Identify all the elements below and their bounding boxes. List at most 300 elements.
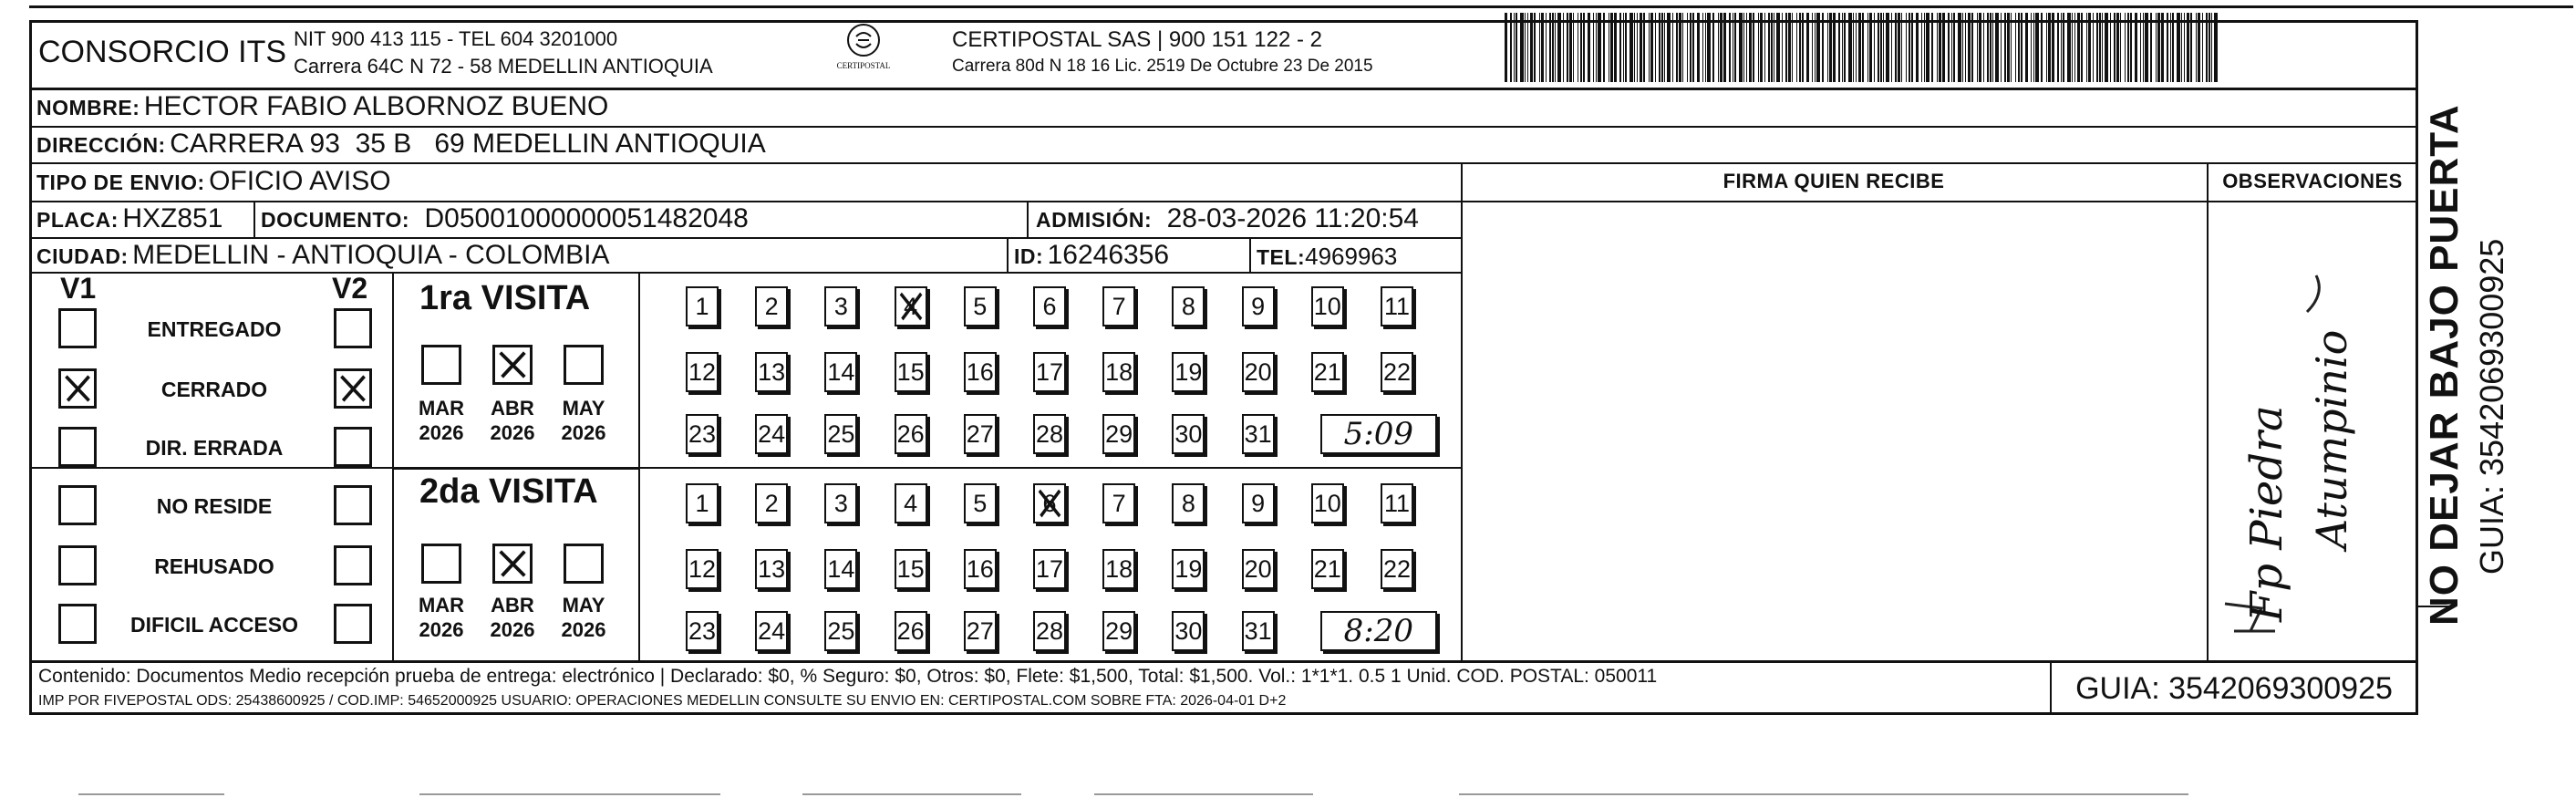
- day-box[interactable]: [1242, 549, 1275, 589]
- day-number: 2: [764, 490, 779, 517]
- day-box[interactable]: [824, 483, 857, 523]
- barcode-bar: [1916, 13, 1919, 82]
- barcode-bar: [2170, 13, 2171, 82]
- month-year: 2026: [490, 421, 535, 444]
- direccion-value: CARRERA 93 35 B 69 MEDELLIN ANTIOQUIA: [170, 129, 766, 159]
- month-checkbox[interactable]: [421, 544, 461, 584]
- barcode-bar: [1541, 13, 1544, 82]
- day-number: 27: [966, 420, 994, 448]
- day-number: 13: [758, 555, 786, 583]
- day-box[interactable]: [964, 611, 997, 651]
- barcode-bar: [1886, 13, 1889, 82]
- v1-checkbox[interactable]: [58, 427, 97, 467]
- barcode-bar: [1792, 13, 1793, 82]
- day-box[interactable]: [964, 286, 997, 326]
- barcode-bar: [1983, 13, 1984, 82]
- barcode-bar: [1853, 13, 1854, 82]
- barcode-bar: [1901, 13, 1902, 82]
- observaciones-area: [2207, 202, 2416, 658]
- day-box[interactable]: [895, 483, 927, 523]
- barcode-bar: [2206, 13, 2208, 82]
- barcode-bar: [2004, 13, 2006, 82]
- day-number: 18: [1105, 555, 1133, 583]
- day-box[interactable]: [964, 483, 997, 523]
- barcode-bar: [1650, 13, 1653, 82]
- day-box[interactable]: [1102, 414, 1135, 454]
- status-label: DIR. ERRADA: [145, 436, 284, 460]
- day-number: 17: [1035, 555, 1064, 583]
- barcode-bar: [1948, 13, 1950, 82]
- barcode-bar: [1942, 13, 1945, 82]
- barcode-bar: [2063, 13, 2064, 82]
- day-number: 23: [688, 420, 717, 448]
- barcode-bar: [1539, 13, 1540, 82]
- day-box[interactable]: [1102, 483, 1135, 523]
- barcode-bar: [2209, 13, 2210, 82]
- day-box[interactable]: [964, 352, 997, 392]
- month-checkbox[interactable]: [492, 544, 533, 584]
- documento-label: DOCUMENTO:: [261, 208, 410, 232]
- no-dejar-text: NO DEJAR BAJO PUERTA: [2422, 104, 2467, 626]
- day-box[interactable]: [755, 352, 788, 392]
- barcode-bar: [1771, 13, 1773, 82]
- day-box[interactable]: [1033, 549, 1066, 589]
- certi-line-2: Carrera 80d N 18 16 Lic. 2519 De Octubre 23 De 2015: [952, 57, 1373, 76]
- barcode-bar: [1723, 13, 1726, 82]
- day-box[interactable]: [1102, 286, 1135, 326]
- barcode-bar: [2116, 13, 2119, 82]
- barcode-bar: [1743, 13, 1744, 82]
- barcode-bar: [2007, 13, 2010, 82]
- barcode-bar: [2114, 13, 2116, 82]
- day-number: 10: [1313, 490, 1341, 517]
- barcode-bar: [1816, 13, 1820, 82]
- tipo-value: OFICIO AVISO: [209, 166, 391, 196]
- v2-checkbox[interactable]: [334, 604, 372, 644]
- day-number: 5: [973, 293, 988, 320]
- barcode-bar: [1924, 13, 1925, 82]
- month-label: [481, 593, 544, 642]
- day-number: 15: [896, 555, 925, 583]
- barcode-bar: [1939, 13, 1941, 82]
- v1-checkbox[interactable]: [58, 485, 97, 525]
- barcode-bar: [1799, 13, 1801, 82]
- bottom-rule-3: [802, 793, 1021, 795]
- day-number: 29: [1105, 420, 1133, 448]
- barcode-bar: [1676, 13, 1678, 82]
- barcode-bar: [1655, 13, 1656, 82]
- barcode-bar: [2018, 13, 2020, 82]
- barcode-bar: [1555, 13, 1556, 82]
- barcode-bar: [1827, 13, 1828, 82]
- day-box[interactable]: [755, 549, 788, 589]
- barcode-bar: [1629, 13, 1633, 82]
- direccion-row: [36, 129, 766, 160]
- day-number: 21: [1313, 358, 1341, 386]
- barcode-bar: [1640, 13, 1642, 82]
- day-number: 10: [1313, 293, 1341, 320]
- day-box[interactable]: [1102, 549, 1135, 589]
- month-name: MAR: [418, 594, 465, 616]
- side-guia-text: GUIA: 3542069300925: [2473, 238, 2510, 575]
- tipo-row: [36, 166, 391, 197]
- check-x-icon: [61, 371, 94, 406]
- day-number: 12: [688, 358, 717, 386]
- day-box[interactable]: [1311, 286, 1344, 326]
- day-number: 27: [966, 617, 994, 645]
- barcode-bar: [1567, 13, 1568, 82]
- barcode-bar: [2011, 13, 2012, 82]
- day-box[interactable]: [1242, 352, 1275, 392]
- day-box[interactable]: [686, 352, 719, 392]
- barcode-bar: [1573, 13, 1574, 82]
- day-number: 6: [1042, 490, 1057, 517]
- v2-checkbox[interactable]: [334, 545, 372, 585]
- barcode-bar: [1546, 13, 1547, 82]
- day-number: 22: [1382, 358, 1412, 386]
- barcode-bar: [1505, 13, 1507, 82]
- col-divider-months: [638, 272, 640, 660]
- col-divider-tel: [1249, 237, 1251, 272]
- day-box[interactable]: [1311, 352, 1344, 392]
- id-value: 16246356: [1047, 240, 1170, 270]
- day-box[interactable]: [964, 414, 997, 454]
- col-divider-placa: [253, 201, 255, 237]
- barcode-bar: [1802, 13, 1804, 82]
- barcode-bar: [1603, 13, 1605, 82]
- barcode-bar: [1992, 13, 1993, 82]
- barcode-bar: [1753, 13, 1754, 82]
- day-number: 4: [904, 293, 918, 320]
- barcode-bar: [1552, 13, 1554, 82]
- barcode-bar: [1962, 13, 1963, 82]
- day-box[interactable]: [1311, 549, 1344, 589]
- barcode-bar: [1557, 13, 1561, 82]
- barcode-bar: [1883, 13, 1884, 82]
- day-number: 11: [1383, 293, 1411, 320]
- day-box[interactable]: [895, 414, 927, 454]
- v2-label: V2: [332, 272, 368, 305]
- month-name: ABR: [491, 397, 534, 420]
- month-checkbox[interactable]: [492, 345, 533, 385]
- barcode-bar: [1785, 13, 1787, 82]
- day-box[interactable]: [1172, 286, 1205, 326]
- row-divider-visits: [29, 467, 1461, 469]
- barcode-bar: [2110, 13, 2111, 82]
- barcode-bar: [1712, 13, 1714, 82]
- day-box[interactable]: [895, 611, 927, 651]
- barcode-bar: [1739, 13, 1743, 82]
- day-number: 9: [1251, 293, 1266, 320]
- day-number: 20: [1244, 358, 1272, 386]
- month-checkbox[interactable]: [421, 345, 461, 385]
- v2-checkbox[interactable]: [334, 485, 372, 525]
- v2-checkbox[interactable]: [334, 427, 372, 467]
- day-box[interactable]: [1381, 483, 1413, 523]
- month-year: 2026: [561, 421, 606, 444]
- footer-imp: IMP POR FIVEPOSTAL ODS: 25438600925 / COD.IMP: 54652000925 USUARIO: OPERACIONES MEDELLIN CONSULTE SU ENVIO EN: CERTIPOSTAL.COM SOBRE FTA: 2026-04-01 D+2: [38, 693, 1287, 709]
- barcode-bar: [1598, 13, 1601, 82]
- barcode-bar: [1672, 13, 1673, 82]
- barcode-bar: [1990, 13, 1991, 82]
- day-number: 29: [1105, 617, 1133, 645]
- day-number: 5: [973, 490, 988, 517]
- barcode-bar: [2143, 13, 2144, 82]
- barcode-bar: [1891, 13, 1892, 82]
- barcode-bar: [1862, 13, 1864, 82]
- day-box[interactable]: [686, 286, 719, 326]
- barcode-bar: [2099, 13, 2101, 82]
- barcode-bar: [1661, 13, 1663, 82]
- barcode-bar: [1906, 13, 1907, 82]
- day-box[interactable]: [895, 352, 927, 392]
- barcode-bar: [1869, 13, 1872, 82]
- barcode-bar: [1610, 13, 1613, 82]
- day-box[interactable]: [755, 483, 788, 523]
- barcode-bar: [2072, 13, 2073, 82]
- barcode-bar: [2001, 13, 2002, 82]
- day-box[interactable]: [1242, 483, 1275, 523]
- barcode-bar: [2025, 13, 2028, 82]
- barcode-bar: [2125, 13, 2126, 82]
- barcode-bar: [2145, 13, 2148, 82]
- day-box[interactable]: [1033, 414, 1066, 454]
- check-x-icon: [495, 347, 530, 382]
- day-box[interactable]: [895, 549, 927, 589]
- barcode-bar: [1679, 13, 1681, 82]
- month-label: [409, 396, 473, 445]
- barcode-bar: [2202, 13, 2203, 82]
- barcode-bar: [1516, 13, 1517, 82]
- barcode-bar: [1926, 13, 1929, 82]
- day-box[interactable]: [1033, 611, 1066, 651]
- barcode-bar: [2031, 13, 2032, 82]
- barcode-bar: [2135, 13, 2137, 82]
- day-box[interactable]: [1242, 286, 1275, 326]
- barcode-bar: [1909, 13, 1910, 82]
- day-box[interactable]: [1381, 549, 1413, 589]
- day-box[interactable]: [1381, 352, 1413, 392]
- barcode-bar: [2048, 13, 2051, 82]
- month-checkbox[interactable]: [564, 544, 604, 584]
- day-box[interactable]: [686, 483, 719, 523]
- day-number: 23: [688, 617, 717, 645]
- day-box[interactable]: [1172, 611, 1205, 651]
- barcode-bar: [1563, 13, 1564, 82]
- obs-label: OBSERVACIONES: [2222, 170, 2403, 192]
- barcode-bar: [1707, 13, 1711, 82]
- day-box[interactable]: [755, 611, 788, 651]
- day-box[interactable]: [895, 286, 927, 326]
- status-label: CERRADO: [160, 378, 268, 401]
- bottom-rule-1: [78, 793, 224, 795]
- day-box[interactable]: [686, 611, 719, 651]
- barcode-bar: [1878, 13, 1879, 82]
- barcode-bar: [1931, 13, 1933, 82]
- barcode-bar: [2198, 13, 2200, 82]
- barcode-bar: [1764, 13, 1765, 82]
- col-divider-admision: [1027, 201, 1029, 237]
- direccion-label: DIRECCIÓN:: [36, 133, 166, 157]
- firma-label: FIRMA QUIEN RECIBE: [1723, 170, 1945, 192]
- day-box[interactable]: [964, 549, 997, 589]
- barcode-bar: [2172, 13, 2174, 82]
- barcode-bar: [1979, 13, 1981, 82]
- header-divider: [29, 88, 2418, 90]
- logo-text: CERTIPOSTAL: [836, 61, 891, 70]
- month-name: MAR: [418, 397, 465, 420]
- barcode-bar: [1788, 13, 1791, 82]
- certi-line-1: CERTIPOSTAL SAS | 900 151 122 - 2: [952, 27, 1322, 52]
- day-box[interactable]: [686, 414, 719, 454]
- first-visit-title: 1ra VISITA: [419, 279, 591, 317]
- top-rule: [29, 5, 2573, 8]
- barcode-bar: [2088, 13, 2091, 82]
- placa-label: PLACA:: [36, 208, 119, 232]
- day-box[interactable]: [755, 414, 788, 454]
- nit-line: NIT 900 413 115 - TEL 604 3201000: [294, 27, 618, 50]
- bottom-rule-4: [1094, 793, 1313, 795]
- barcode-bar: [1588, 13, 1590, 82]
- day-number: 16: [966, 555, 994, 583]
- day-box[interactable]: [1172, 352, 1205, 392]
- ciudad-value: MEDELLIN - ANTIOQUIA - COLOMBIA: [132, 240, 610, 270]
- barcode-bar: [2150, 13, 2152, 82]
- barcode-bar: [1525, 13, 1526, 82]
- barcode-bar: [1634, 13, 1635, 82]
- barcode-bar: [2074, 13, 2075, 82]
- v1-checkbox[interactable]: [58, 545, 97, 585]
- barcode-bar: [2187, 13, 2189, 82]
- day-box[interactable]: [824, 414, 857, 454]
- barcode-bar: [2196, 13, 2197, 82]
- month-checkbox[interactable]: [564, 345, 604, 385]
- barcode-bar: [1718, 13, 1719, 82]
- day-box[interactable]: [824, 611, 857, 651]
- barcode-bar: [2161, 13, 2164, 82]
- month-year: 2026: [490, 618, 535, 641]
- row-divider-5: [29, 272, 1461, 274]
- day-box[interactable]: [755, 286, 788, 326]
- row-divider-2: [29, 162, 2418, 164]
- barcode-bar: [2067, 13, 2071, 82]
- barcode-bar: [1937, 13, 1938, 82]
- barcode-icon: [1505, 13, 2225, 82]
- barcode-bar: [2081, 13, 2083, 82]
- barcode-bar: [2157, 13, 2160, 82]
- day-box[interactable]: [1033, 286, 1066, 326]
- barcode-bar: [1682, 13, 1683, 82]
- barcode-bar: [2177, 13, 2180, 82]
- day-box[interactable]: [1381, 286, 1413, 326]
- month-label: [552, 396, 616, 445]
- barcode-bar: [1867, 13, 1868, 82]
- barcode-bar: [1692, 13, 1694, 82]
- barcode-bar: [1697, 13, 1700, 82]
- handwriting-2: Atumpinio: [2307, 329, 2356, 549]
- company-name: CONSORCIO ITS: [38, 35, 287, 69]
- barcode-bar: [1614, 13, 1617, 82]
- day-number: 8: [1181, 490, 1195, 517]
- barcode-bar: [1702, 13, 1703, 82]
- barcode-bar: [2140, 13, 2141, 82]
- status-label: REHUSADO: [154, 554, 274, 578]
- documento-cell: [261, 203, 749, 234]
- v1-checkbox[interactable]: [58, 368, 97, 409]
- day-box[interactable]: [824, 549, 857, 589]
- day-box[interactable]: [1172, 414, 1205, 454]
- barcode-bar: [1749, 13, 1752, 82]
- logo-icon: [845, 22, 882, 58]
- month-year: 2026: [419, 618, 464, 641]
- admision-label: ADMISIÓN:: [1036, 208, 1153, 232]
- day-box[interactable]: [1242, 414, 1275, 454]
- signature-area[interactable]: [1463, 202, 2205, 658]
- barcode-bar: [1822, 13, 1824, 82]
- barcode-bar: [1514, 13, 1515, 82]
- barcode-bar: [2093, 13, 2094, 82]
- day-box[interactable]: [1033, 352, 1066, 392]
- day-number: 13: [758, 358, 786, 386]
- day-box[interactable]: [824, 352, 857, 392]
- barcode-bar: [1549, 13, 1551, 82]
- barcode-bar: [1580, 13, 1582, 82]
- day-box[interactable]: [1242, 611, 1275, 651]
- v1-checkbox[interactable]: [58, 308, 97, 348]
- barcode-bar: [1844, 13, 1846, 82]
- barcode-bar: [1729, 13, 1731, 82]
- day-box[interactable]: [1172, 483, 1205, 523]
- barcode-bar: [2190, 13, 2192, 82]
- ciudad-cell: [36, 240, 610, 271]
- row-divider-4: [29, 237, 1461, 239]
- day-box[interactable]: [1102, 352, 1135, 392]
- status-label: ENTREGADO: [147, 317, 282, 341]
- barcode-bar: [2102, 13, 2103, 82]
- v1-checkbox[interactable]: [58, 604, 97, 644]
- day-box[interactable]: [686, 549, 719, 589]
- barcode-bar: [1806, 13, 1809, 82]
- barcode-bar: [1760, 13, 1763, 82]
- day-box[interactable]: [1102, 611, 1135, 651]
- bottom-rule-5: [1459, 793, 2188, 795]
- v2-checkbox[interactable]: [334, 308, 372, 348]
- day-box[interactable]: [1311, 483, 1344, 523]
- barcode-bar: [2041, 13, 2043, 82]
- col-divider-id: [1007, 237, 1009, 272]
- day-box[interactable]: [1172, 549, 1205, 589]
- day-number: 25: [827, 617, 855, 645]
- id-cell: [1014, 240, 1169, 271]
- barcode-bar: [1898, 13, 1900, 82]
- day-number: 7: [1112, 293, 1126, 320]
- day-number: 18: [1105, 358, 1133, 386]
- day-number: 16: [966, 358, 994, 386]
- row-divider-1: [29, 126, 2418, 128]
- barcode-bar: [1776, 13, 1780, 82]
- footer-guia: GUIA: 3542069300925: [2075, 671, 2393, 706]
- month-year: 2026: [419, 421, 464, 444]
- barcode-bar: [2120, 13, 2121, 82]
- day-box[interactable]: [824, 286, 857, 326]
- v2-checkbox[interactable]: [334, 368, 372, 409]
- day-box[interactable]: [1033, 483, 1066, 523]
- nombre-label: NOMBRE:: [36, 96, 140, 119]
- status-label: NO RESIDE: [156, 494, 273, 518]
- barcode-bar: [1664, 13, 1665, 82]
- barcode-bar: [2096, 13, 2098, 82]
- month-label: [552, 593, 616, 642]
